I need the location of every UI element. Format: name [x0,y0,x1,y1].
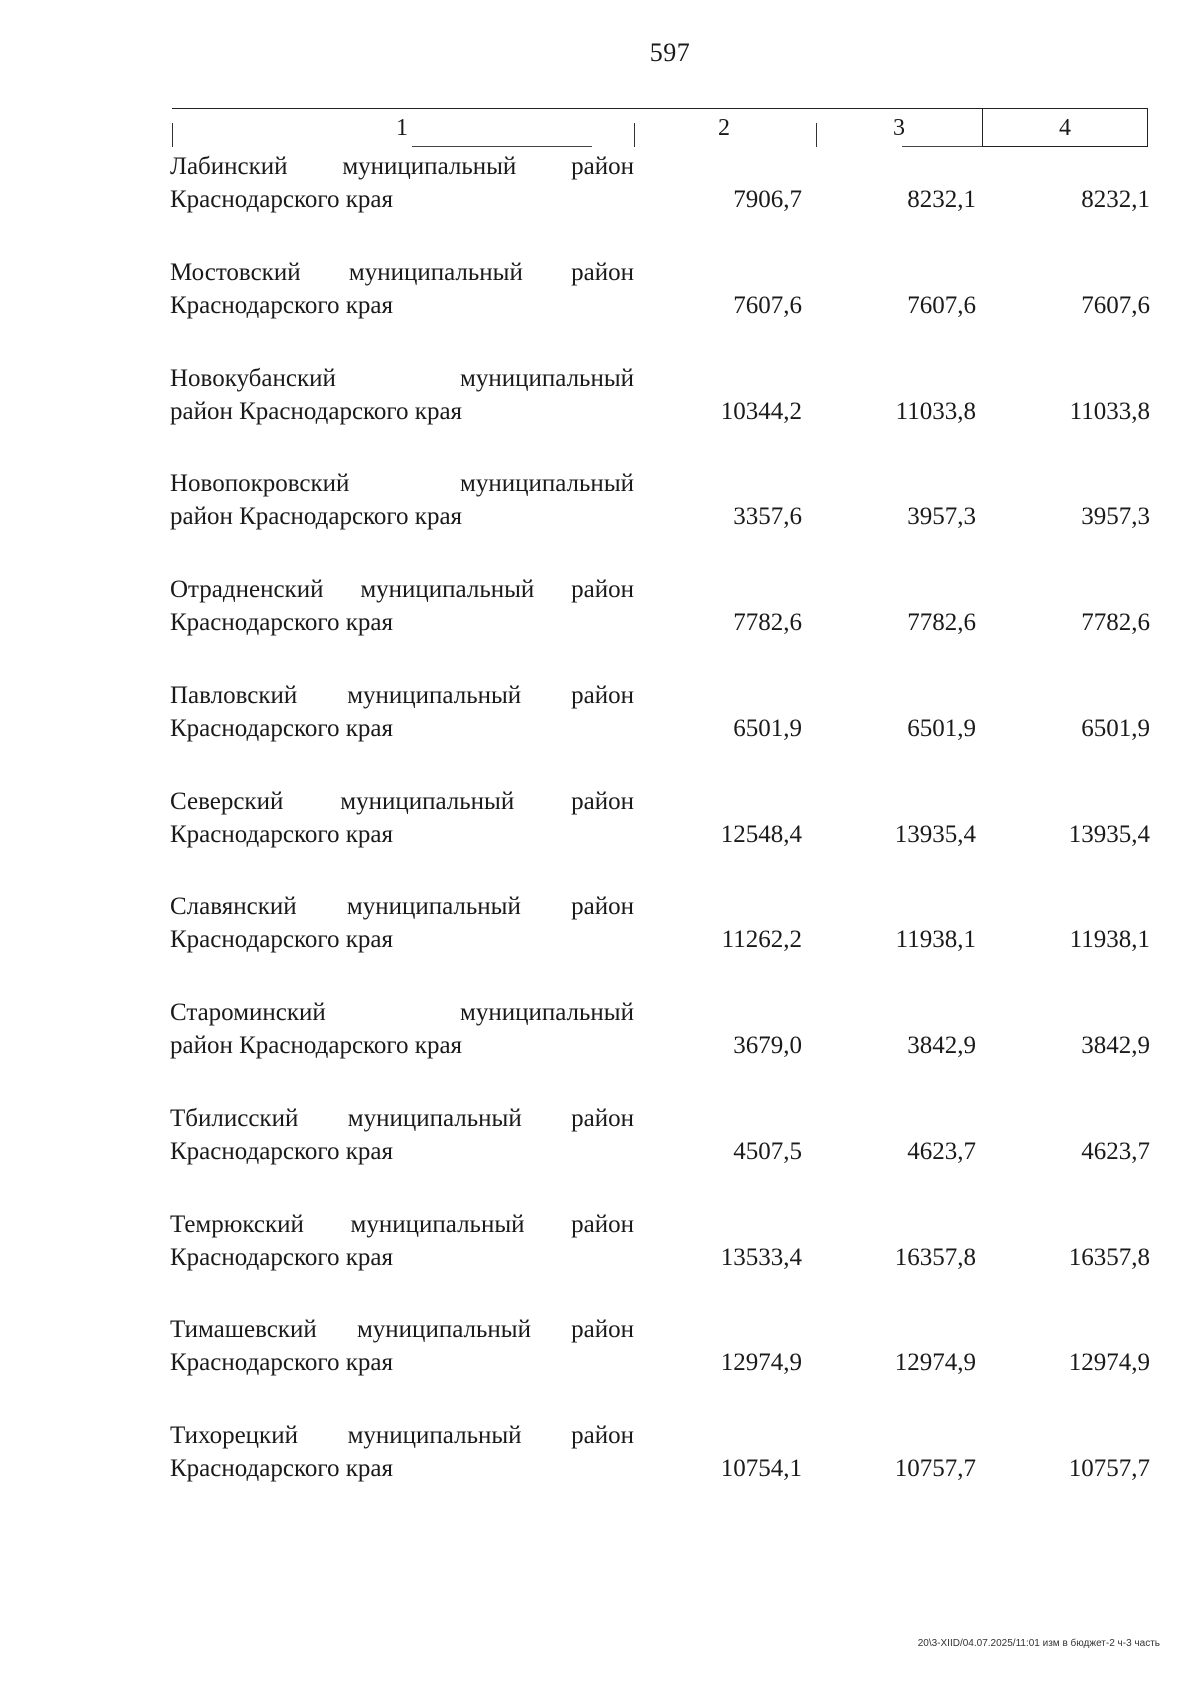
district-name: Северский муниципальный район Краснодарского края [170,788,634,848]
table-row [0,362,1200,432]
value-col-3: 4623,7 [907,1138,976,1165]
column-header-3: 3 [893,115,905,141]
table-row [0,890,1200,960]
value-col-3: 11033,8 [895,398,976,425]
column-header-1: 1 [396,115,408,141]
table-row [0,256,1200,326]
district-name: Мостовский муниципальный район Краснодарского края [170,259,634,319]
table-row [0,1102,1200,1172]
value-col-4: 13935,4 [1068,821,1150,848]
value-col-2: 6501,9 [733,715,802,742]
value-col-3: 3842,9 [907,1032,976,1059]
value-col-2: 4507,5 [733,1138,802,1165]
value-col-3: 6501,9 [907,715,976,742]
district-name: Тимашевский муниципальный район Краснодарского края [170,1316,634,1376]
value-col-3: 10757,7 [894,1455,976,1482]
value-col-3: 16357,8 [894,1244,976,1271]
value-col-2: 10754,1 [720,1455,802,1482]
value-col-4: 7607,6 [1081,292,1150,319]
column-header-4: 4 [1059,115,1071,141]
value-col-3: 7607,6 [907,292,976,319]
value-col-3: 3957,3 [907,503,976,530]
value-col-4: 6501,9 [1081,715,1150,742]
table-row [0,467,1200,537]
table-row [0,1208,1200,1278]
table-column-header-row [172,108,1148,147]
table-row [0,1313,1200,1383]
value-col-4: 12974,9 [1068,1349,1150,1376]
table-row [0,573,1200,643]
value-col-2: 7906,7 [733,186,802,213]
district-name: Новопокровский муниципальный район Краснодарского края [170,470,634,530]
table-row [0,150,1200,220]
value-col-3: 8232,1 [907,186,976,213]
table-row [0,996,1200,1066]
value-col-3: 11938,1 [895,926,976,953]
table-row [0,679,1200,749]
district-name: Тбилисский муниципальный район Краснодарского края [170,1105,634,1165]
value-col-2: 3357,6 [733,503,802,530]
value-col-4: 4623,7 [1081,1138,1150,1165]
value-col-3: 12974,9 [894,1349,976,1376]
value-col-2: 10344,2 [720,398,802,425]
table-row [0,785,1200,855]
district-name: Новокубанский муниципальный район Краснодарского края [170,365,634,425]
value-col-4: 3957,3 [1081,503,1150,530]
value-col-4: 11938,1 [1069,926,1150,953]
value-col-3: 7782,6 [907,609,976,636]
district-name: Павловский муниципальный район Краснодарского края [170,682,634,742]
district-name: Староминский муниципальный район Краснодарского края [170,999,634,1059]
value-col-4: 16357,8 [1068,1244,1150,1271]
table-row [0,1419,1200,1489]
value-col-2: 7782,6 [733,609,802,636]
value-col-4: 10757,7 [1068,1455,1150,1482]
value-col-4: 3842,9 [1081,1032,1150,1059]
value-col-2: 11262,2 [721,926,802,953]
district-name: Отрадненский муниципальный район Краснодарского края [170,576,634,636]
value-col-2: 3679,0 [733,1032,802,1059]
value-col-2: 12548,4 [720,821,802,848]
value-col-4: 11033,8 [1069,398,1150,425]
column-header-2: 2 [718,115,730,141]
value-col-2: 13533,4 [720,1244,802,1271]
value-col-3: 13935,4 [894,821,976,848]
district-name: Славянский муниципальный район Краснодарского края [170,893,634,953]
footer-file-stamp: 20\3-XIID/04.07.2025/11:01 изм в бюджет-2 ч-3 часть [917,1638,1160,1649]
district-name: Темрюкский муниципальный район Краснодарского края [170,1211,634,1271]
district-name: Тихорецкий муниципальный район Краснодарского края [170,1422,634,1482]
value-col-2: 7607,6 [733,292,802,319]
value-col-2: 12974,9 [720,1349,802,1376]
value-col-4: 7782,6 [1081,609,1150,636]
page-number: 597 [649,38,691,67]
header-underline [412,146,592,147]
header-underline [902,146,982,147]
district-name: Лабинский муниципальный район Краснодарского края [170,153,634,213]
value-col-4: 8232,1 [1081,186,1150,213]
